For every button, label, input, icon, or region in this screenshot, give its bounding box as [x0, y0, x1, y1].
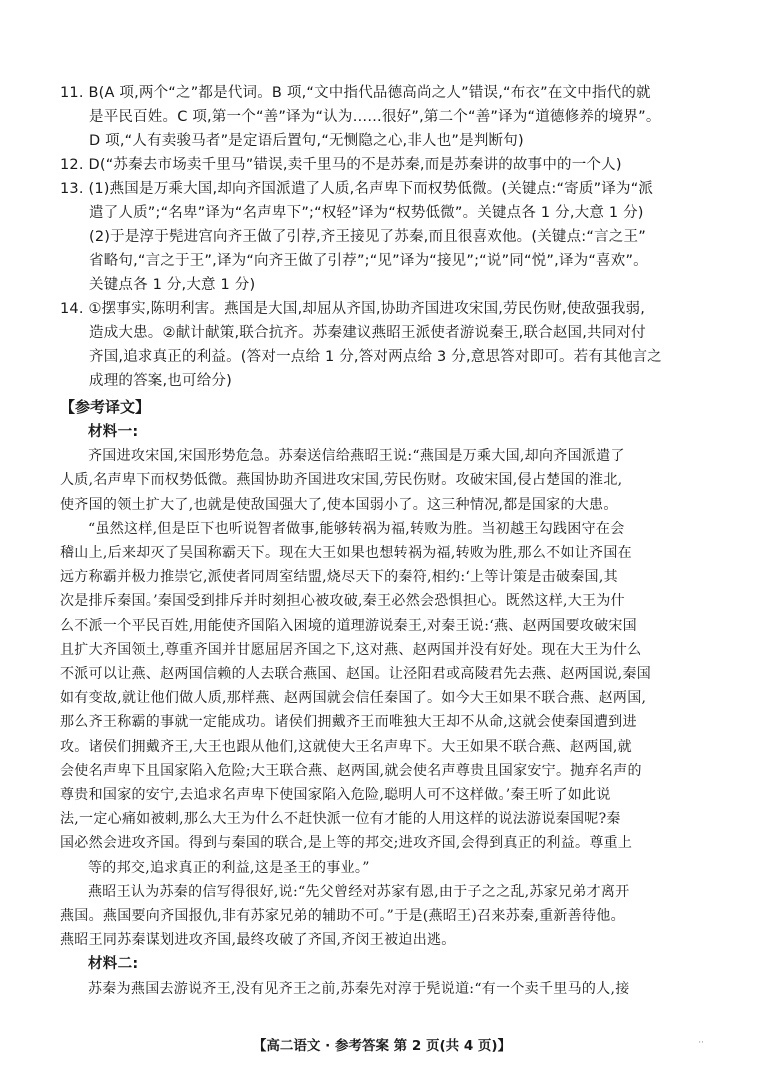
paragraph-line: 齐国进攻宋国,宋国形势危急。苏秦送信给燕昭王说:“燕国是万乘大国,却向齐国派遣了	[88, 448, 625, 465]
paragraph-line: 苏秦为燕国去游说齐王,没有见齐王之前,苏秦先对淳于髡说道:“有一个卖千里马的人,接	[88, 980, 630, 997]
paragraph-line: 燕昭王认为苏秦的信写得很好,说:“先父曾经对苏家有恩,由于子之之乱,苏家兄弟才离开	[88, 883, 630, 900]
paragraph-line: 远方称霸并极力推崇它,派使者同周室结盟,烧尽天下的秦符,相约:‘上等计策是击破秦国,其	[60, 569, 618, 586]
paragraph-line: 法,一定心痛如被刺,那么大王为什么不赶快派一位有才能的人用这样的说法游说秦国呢?秦	[60, 811, 621, 828]
answer-line: 14. ①摆事实,陈明利害。燕国是大国,却屈从齐国,协助齐国进攻宋国,劳民伤财,使敌强我弱,	[60, 301, 646, 317]
paragraph-line: 等的邦交,追求真正的利益,这是圣王的事业。”	[88, 859, 370, 876]
paragraph-line: 不派可以让燕、赵两国信赖的人去联合燕国、赵国。让泾阳君或高陵君先去燕、赵两国说,秦国	[60, 666, 652, 683]
material-1-title: 材料一:	[88, 424, 139, 440]
paragraph-line: 稽山上,后来却灭了吴国称霸天下。现在大王如果也想转祸为福,转败为胜,那么不如让齐国在	[60, 545, 632, 562]
paragraph-line: 人质,名声卑下而权势低微。燕国协助齐国进攻宋国,劳民伤财。攻破宋国,侵占楚国的淮北,	[60, 472, 623, 489]
answer-14	[60, 297, 708, 393]
answer-12	[60, 153, 708, 177]
paragraph-line: 使齐国的领土扩大了,也就是使敌国强大了,使本国弱小了。这三种情况,都是国家的大患。	[60, 496, 618, 513]
answer-line: 11. B(A 项,两个“之”都是代词。B 项,“文中指代品德高尚之人”错误,“布衣”在文中指代的就	[60, 85, 651, 101]
section-heading: 【参考译文】	[60, 398, 151, 416]
answer-line: 省略句,“言之于王”,译为“向齐王做了引荐”;“见”译为“接见”;“说”同“悦”,译为“喜欢”。	[89, 253, 648, 269]
paragraph-line: 次是排斥秦国。’秦国受到排斥并时刻担心被攻破,秦王必然会恐惧担心。既然这样,大王为什	[60, 593, 625, 610]
translation-section	[60, 420, 708, 1001]
answer-line: 关键点各 1 分,大意 1 分)	[89, 277, 256, 293]
answer-13	[60, 177, 708, 297]
answer-line: 是平民百姓。C 项,第一个“善”译为“认为……很好”,第二个“善”译为“道德修养的境界”。	[89, 109, 661, 125]
answer-line: 13. (1)燕国是万乘大国,却向齐国派遣了人质,名声卑下而权势低微。(关键点:“寄质”译为“派	[60, 181, 654, 197]
answer-line: 遣了人质”;“名卑”译为“名声卑下”;“权轻”译为“权势低微”。关键点各 1 分,大意 1 分)	[89, 205, 644, 221]
paragraph-line: 么不派一个平民百姓,用能使齐国陷入困境的道理游说秦王,对秦王说:‘燕、赵两国要攻破宋国	[60, 617, 637, 634]
paragraph-line: 那么齐王称霸的事就一定能成功。诸侯们拥戴齐王而唯独大王却不从命,这就会使秦国遭到进	[60, 714, 637, 731]
answer-11	[60, 81, 708, 153]
corner-mark: ··	[698, 1038, 704, 1048]
paragraph-line: 会使名声卑下且国家陷入危险;大王联合燕、赵两国,就会使名声尊贵且国家安宁。抛弃名声的	[60, 762, 642, 779]
answer-line: 12. D(“苏秦去市场卖千里马”错误,卖千里马的不是苏秦,而是苏秦讲的故事中的一个人)	[60, 157, 622, 173]
paragraph-line: 且扩大齐国领土,尊重齐国并甘愿屈居齐国之下,这对燕、赵两国并没有好处。现在大王为什么	[60, 641, 642, 658]
paragraph-line: “虽然这样,但是臣下也听说智者做事,能够转祸为福,转败为胜。当初越王勾践困守在会	[88, 520, 625, 537]
paragraph-line: 国必然会进攻齐国。得到与秦国的联合,是上等的邦交;进攻齐国,会得到真正的利益。尊重上	[60, 835, 633, 852]
answer-line: 齐国,追求真正的利益。(答对一点给 1 分,答对两点给 3 分,意思答对即可。若有其他言之	[89, 349, 662, 365]
answer-line: 成理的答案,也可给分)	[89, 373, 232, 389]
paragraph-line: 尊贵和国家的安宁,去追求名声卑下使国家陷入危险,聪明人可不这样做。’秦王听了如此说	[60, 787, 611, 804]
paragraph-line: 燕国。燕国要向齐国报仇,非有苏家兄弟的辅助不可。”于是(燕昭王)召来苏秦,重新善待他。	[60, 908, 625, 925]
answer-line: (2)于是淳于髡进宫向齐王做了引荐,齐王接见了苏秦,而且很喜欢他。(关键点:“言之王”	[89, 229, 646, 245]
paragraph-line: 攻。诸侯们拥戴齐王,大王也跟从他们,这就使大王名声卑下。大王如果不联合燕、赵两国,就	[60, 738, 632, 755]
paragraph-line: 燕昭王同苏秦谋划进攻齐国,最终攻破了齐国,齐闵王被迫出逃。	[60, 932, 456, 949]
paragraph-line: 如有变故,就让他们做人质,那样燕、赵两国就会信任秦国了。如今大王如果不联合燕、赵两国,	[60, 690, 647, 707]
material-2-title: 材料二:	[88, 956, 139, 973]
answer-line: 造成大患。②献计献策,联合抗齐。苏秦建议燕昭王派使者游说秦王,联合赵国,共同对付	[89, 325, 646, 341]
page-footer: 【高二语文 · 参考答案 第 2 页(共 4 页)】	[252, 1038, 512, 1054]
answer-line: D 项,“人有卖骏马者”是定语后置句,“无恻隐之心,非人也”是判断句)	[89, 133, 524, 149]
